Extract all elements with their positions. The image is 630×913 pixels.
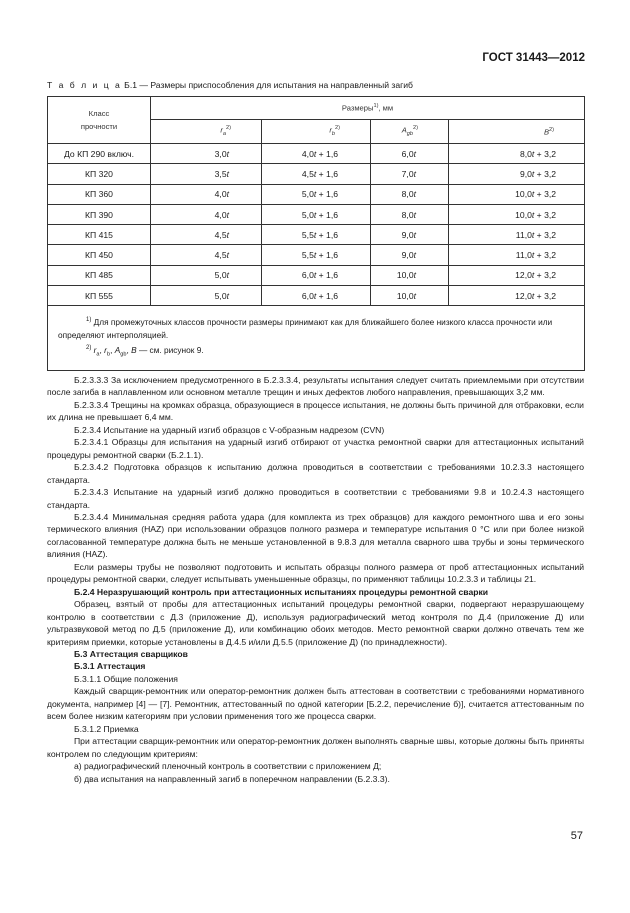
note-2-symbols: [93, 344, 137, 358]
t-symbol: t: [226, 148, 229, 159]
table-row: [48, 245, 585, 265]
t-symbol: t: [413, 189, 416, 200]
t-symbol: t: [413, 290, 416, 301]
cell-b: [449, 164, 585, 184]
t-symbol: t: [313, 270, 317, 281]
table-row: [48, 144, 585, 164]
section-heading: Б.3.1 Аттестация: [74, 661, 146, 672]
cell-b-value: 8,0: [519, 148, 532, 159]
cell-class: [48, 245, 151, 265]
separator: ,: [99, 344, 105, 355]
note-symbol: A: [114, 344, 121, 355]
t-symbol: t: [313, 148, 317, 159]
cell-b-add: + 3,2: [534, 290, 557, 301]
cell-ra-value: 4,5: [214, 229, 227, 240]
cell-agb: [371, 265, 449, 285]
cell-ra: [151, 245, 262, 265]
paragraph: Б.3.1.2 Приемка: [74, 723, 139, 734]
dims-header-label: Размеры: [341, 103, 374, 113]
cell-rb: [262, 184, 371, 204]
note-2: [58, 342, 576, 361]
cell-rb-value: 5,5: [301, 229, 314, 240]
t-symbol: t: [313, 168, 317, 179]
sub-header-1: [262, 120, 371, 144]
cell-b-value: 10,0: [515, 189, 532, 200]
cell-agb: [371, 286, 449, 306]
cell-b-add: + 3,2: [534, 270, 557, 281]
sub-header-symbol: B: [543, 127, 550, 137]
sub-header-subscript: a: [222, 131, 227, 138]
table-caption: [47, 80, 413, 90]
note-1: [58, 314, 576, 342]
cell-class: КП 555: [85, 290, 113, 301]
paragraph: б) два испытания на направленный загиб в поперечном направлении (Б.2.3.3).: [74, 773, 390, 784]
page-number: 57: [570, 830, 583, 842]
cell-agb-value: 6,0: [401, 148, 414, 159]
table-row: [48, 225, 585, 245]
note-symbol: r: [93, 344, 97, 355]
paragraph: Б.2.3.3.4 Трещины на кромках образца, образующиеся в процессе испытания, не должны быть причиной для отбраковки, если их длина не превышает 6,4 мм.: [47, 399, 584, 423]
cell-ra: [151, 164, 262, 184]
cell-class: [48, 184, 151, 204]
cell-b: [449, 286, 585, 306]
cell-class: КП 390: [85, 209, 113, 220]
cell-agb-value: 10,0: [396, 270, 414, 281]
note-2-mark: 2): [86, 345, 92, 352]
table-row: [48, 184, 585, 204]
cell-ra-value: 3,5: [214, 168, 227, 179]
paragraph: Б.2.3.4.4 Минимальная средняя работа удара (для комплекта из трех образцов) для каждого ремонтного шва и его зоны термического влияния (HAZ) при использовании образцов полного размера и температуре испытания 0 °C или при более низкой согласованной температуре должна быть не меньше установленной в 9.8.3 для металла сварного шва трубы и зоны термического влияния (HAZ).: [47, 511, 584, 560]
t-symbol: t: [413, 250, 416, 261]
sub-header-0: [151, 120, 262, 144]
cell-ra-value: 5,0: [214, 290, 227, 301]
cell-ra-value: 4,5: [214, 250, 227, 261]
paragraph: а) радиографический пленочный контроль в соответствии с приложением Д;: [74, 761, 382, 772]
note-symbol: B: [131, 344, 137, 355]
sub-header-sup: 2): [335, 125, 340, 132]
section-heading: Б.2.4 Неразрушающий контроль при аттестационных испытаниях процедуры ремонтной сварки: [74, 586, 489, 597]
t-symbol: t: [313, 209, 317, 220]
table-caption-text: Б.1 — Размеры приспособления для испытания на направленный загиб: [121, 80, 413, 90]
sub-header-3: [449, 120, 585, 144]
table-row: [48, 204, 585, 224]
cell-ra: [151, 204, 262, 224]
cell-class: [48, 265, 151, 285]
t-symbol: t: [531, 290, 535, 301]
cell-rb-add: + 1,6: [316, 168, 338, 179]
t-symbol: t: [226, 168, 229, 179]
table-caption-label: Т а б л и ц а: [47, 80, 122, 90]
cell-rb-add: + 1,6: [316, 189, 338, 200]
t-symbol: t: [313, 290, 317, 301]
cell-rb-value: 6,0: [301, 290, 314, 301]
table-notes: [48, 306, 585, 370]
cell-b-value: 11,0: [515, 250, 532, 261]
cell-rb: [262, 164, 371, 184]
cell-class: КП 450: [85, 250, 113, 261]
document-id: ГОСТ 31443—2012: [482, 52, 585, 64]
t-symbol: t: [531, 148, 535, 159]
sub-header-2: [371, 120, 449, 144]
cell-ra-value: 5,0: [214, 270, 227, 281]
body-text: [47, 374, 584, 785]
table-row: [48, 164, 585, 184]
cell-b: [449, 225, 585, 245]
paragraph: Б.2.3.3.3 За исключением предусмотренного в Б.2.3.3.4, результаты испытания следует считать приемлемыми при отсутствии после загиба в наплавленном или основном металле трещин и иных дефектов любого направления, превышающих 3,2 мм.: [47, 375, 584, 398]
paragraph: Если размеры трубы не позволяют подготовить и испытать образцы полного размера от проб аттестационных испытаний процедуры ремонтной сварки, следует испытывать уменьшенные образцы, по применяют таблицы 10.2.3.3 и таблицы 21.: [47, 561, 584, 585]
cell-rb-value: 4,5: [301, 168, 314, 179]
cell-class: До КП 290 включ.: [64, 148, 134, 159]
t-symbol: t: [413, 229, 416, 240]
paragraph: Образец, взятый от пробы для аттестационных испытаний процедуры ремонтной сварки, подвергают неразрушающему контролю в соответствии с Д.3 (приложение Д), используя радиографический метод контроля по Д.4 (приложение Д) или ультразвуковой метод по Д.5 (приложение Д), или комбинацию обоих методов. Место ремонтной сварки должно отвечать тем же критериям приемки, которые установлены в Д.4.5 и/или Д.5.5 (приложение Д) (по принадлежности).: [47, 599, 584, 647]
paragraph: Б.2.3.4 Испытание на ударный изгиб образцов с V-образным надрезом (CVN): [74, 424, 385, 435]
cell-ra: [151, 184, 262, 204]
cell-rb-value: 4,0: [301, 148, 314, 159]
dims-header: [151, 97, 585, 120]
cell-agb: [371, 225, 449, 245]
cell-rb: [262, 245, 371, 265]
cell-agb-value: 8,0: [401, 209, 414, 220]
sub-header-sup: 2): [549, 126, 555, 133]
cell-ra: [151, 225, 262, 245]
cell-ra-value: 4,0: [214, 209, 227, 220]
t-symbol: t: [226, 250, 229, 261]
t-symbol: t: [226, 189, 229, 200]
cell-b-value: 10,0: [515, 209, 532, 220]
cell-agb: [371, 204, 449, 224]
cell-b-value: 12,0: [515, 270, 532, 281]
cell-class: КП 485: [85, 270, 113, 281]
dims-header-sup: 1): [373, 103, 379, 110]
t-symbol: t: [531, 229, 535, 240]
t-symbol: t: [531, 250, 535, 261]
table-row: [48, 265, 585, 285]
cell-agb: [371, 164, 449, 184]
t-symbol: t: [313, 250, 317, 261]
sub-header-symbol: r: [220, 126, 223, 135]
separator: ,: [110, 344, 115, 355]
paragraph: Б.2.3.4.2 Подготовка образцов к испытанию должна проводиться в соответствии с требованиями 10.2.3.3 настоящего стандарта.: [47, 462, 584, 485]
note-1-text: Для промежуточных классов прочности размеры принимают как для ближайшего более низкого класса прочности или определяют интерполяцией.: [58, 317, 553, 341]
t-symbol: t: [226, 229, 229, 240]
sub-header-subscript: b: [331, 131, 336, 138]
cell-class: [48, 144, 151, 164]
cell-b: [449, 245, 585, 265]
cell-b: [449, 204, 585, 224]
sub-header-symbol: A: [401, 126, 407, 135]
cell-b-value: 9,0: [519, 168, 532, 179]
cell-class: [48, 164, 151, 184]
cell-b: [449, 265, 585, 285]
paragraph: Б.3.1.1 Общие положения: [74, 673, 178, 684]
note-symbol-sub: b: [106, 351, 111, 358]
cell-rb-value: 5,0: [301, 189, 314, 200]
cell-ra: [151, 286, 262, 306]
sub-header-sup: 2): [413, 125, 418, 132]
note-symbol: r: [104, 344, 107, 355]
cell-rb: [262, 204, 371, 224]
note-symbol-sub: a: [96, 351, 100, 358]
note-symbol-sub: gb: [120, 351, 127, 358]
cell-agb: [371, 245, 449, 265]
paragraph: Б.2.3.4.3 Испытание на ударный изгиб должно проводиться в соответствии с требованиями 9.8 и 10.2.4.3 настоящего стандарта.: [47, 487, 584, 510]
cell-class: [48, 286, 151, 306]
t-symbol: t: [531, 209, 535, 220]
cell-class: [48, 225, 151, 245]
cell-rb-add: + 1,6: [316, 250, 338, 261]
cell-class: КП 415: [85, 229, 113, 240]
cell-b-add: + 3,2: [534, 168, 557, 179]
paragraph: Б.2.3.4.1 Образцы для испытания на ударный изгиб отбирают от участка ремонтной сварки для аттестационных испытаний процедуры ремонтной сварки (Б.2.1.1).: [47, 437, 584, 460]
cell-rb: [262, 286, 371, 306]
cell-ra-value: 3,0: [214, 148, 227, 159]
cell-b-add: + 3,2: [534, 148, 557, 159]
cell-agb: [371, 184, 449, 204]
note-2-text: — см. рисунок 9.: [136, 344, 204, 355]
t-symbol: t: [226, 290, 229, 301]
dimensions-table: [47, 96, 585, 371]
cell-rb: [262, 144, 371, 164]
cell-b-add: + 3,2: [534, 209, 557, 220]
cell-rb: [262, 265, 371, 285]
t-symbol: t: [531, 270, 535, 281]
cell-rb-value: 6,0: [301, 270, 314, 281]
t-symbol: t: [413, 209, 416, 220]
cell-agb-value: 7,0: [401, 168, 414, 179]
separator: ,: [126, 344, 132, 355]
section-heading: Б.3 Аттестация сварщиков: [74, 648, 188, 659]
cell-ra-value: 4,0: [214, 189, 227, 200]
t-symbol: t: [413, 168, 416, 179]
cell-class: КП 320: [85, 168, 113, 179]
cell-rb-add: + 1,6: [316, 148, 338, 159]
cell-agb-value: 8,0: [401, 189, 414, 200]
cell-b: [449, 184, 585, 204]
cell-rb-add: + 1,6: [316, 209, 338, 220]
cell-b-value: 11,0: [515, 229, 532, 240]
t-symbol: t: [226, 209, 229, 220]
t-symbol: t: [313, 189, 317, 200]
cell-rb-add: + 1,6: [316, 290, 338, 301]
t-symbol: t: [313, 229, 317, 240]
sub-header-subscript: gb: [406, 131, 414, 138]
class-header-line1: Класс: [88, 109, 110, 118]
cell-rb-value: 5,0: [301, 209, 314, 220]
class-header: [48, 97, 151, 144]
sub-header-sup: 2): [226, 125, 231, 132]
t-symbol: t: [531, 168, 535, 179]
cell-agb-value: 9,0: [401, 229, 414, 240]
cell-rb-add: + 1,6: [316, 270, 338, 281]
t-symbol: t: [226, 270, 229, 281]
cell-class: КП 360: [85, 189, 113, 200]
cell-b-add: + 3,2: [534, 250, 557, 261]
cell-b-value: 12,0: [515, 290, 532, 301]
paragraph: При аттестации сварщик-ремонтник или оператор-ремонтник должен выполнять сварные швы, которые должны быть приняты контролем по следующим критериям:: [47, 736, 584, 759]
dims-header-unit: , мм: [378, 103, 394, 113]
t-symbol: t: [531, 189, 535, 200]
cell-b: [449, 144, 585, 164]
cell-class: [48, 204, 151, 224]
t-symbol: t: [413, 270, 416, 281]
paragraph: Каждый сварщик-ремонтник или оператор-ремонтник должен быть аттестован в соответствии с требованиями нормативного документа, например [4] — [7]. Ремонтник, аттестованный по одной категории [Б.2.2, перечисление б)], считается аттестованным по всем более низким категориям при условии применения того же процесса сварки.: [47, 686, 584, 722]
class-header-line2: прочности: [80, 122, 118, 131]
cell-agb-value: 9,0: [401, 250, 414, 261]
table-row: [48, 286, 585, 306]
cell-b-add: + 3,2: [534, 229, 557, 240]
cell-rb: [262, 225, 371, 245]
cell-agb: [371, 144, 449, 164]
cell-ra: [151, 265, 262, 285]
cell-rb-add: + 1,6: [316, 229, 338, 240]
note-1-mark: 1): [86, 317, 92, 324]
sub-header-symbol: r: [329, 126, 332, 135]
cell-ra: [151, 144, 262, 164]
cell-agb-value: 10,0: [396, 290, 414, 301]
cell-b-add: + 3,2: [534, 189, 557, 200]
t-symbol: t: [413, 148, 416, 159]
cell-rb-value: 5,5: [301, 250, 314, 261]
